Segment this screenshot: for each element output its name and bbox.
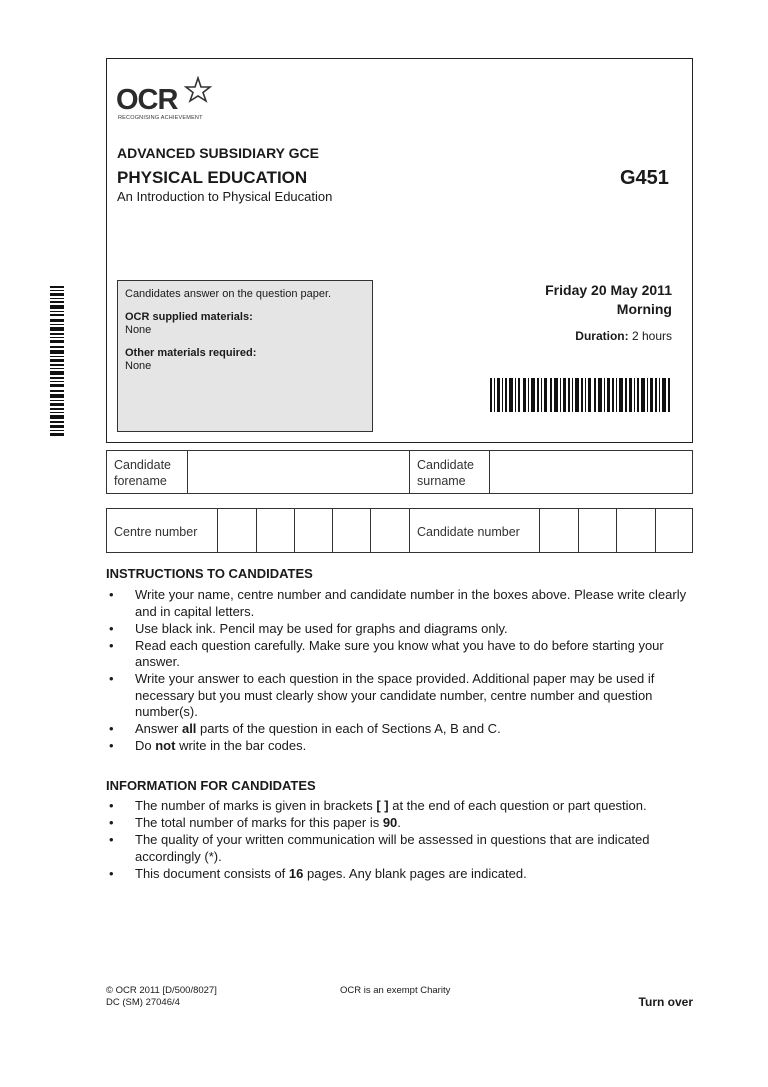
list-item-emphasis: 90 xyxy=(382,815,398,830)
forename-label xyxy=(114,457,171,489)
list-item-text: parts of the question in each of Sections A, B and C. xyxy=(196,721,501,736)
exam-duration xyxy=(575,329,672,343)
candidate-number-label: Candidate number xyxy=(417,525,520,539)
list-item xyxy=(106,815,696,832)
list-item-text: at the end of each question or part question. xyxy=(388,798,647,813)
footer-reference xyxy=(106,985,217,1009)
centre-digit-box[interactable] xyxy=(294,509,332,552)
centre-number-label: Centre number xyxy=(114,525,198,539)
supplied-materials-value: None xyxy=(125,324,152,336)
side-barcode-icon xyxy=(40,286,64,436)
exam-date: Friday 20 May 2011 xyxy=(545,282,672,298)
charity-note: OCR is an exempt Charity xyxy=(340,985,451,996)
forename-label-line2: forename xyxy=(114,474,167,488)
forename-input-box[interactable] xyxy=(187,451,415,493)
list-item-text: Answer xyxy=(135,721,182,736)
copyright-text: © OCR 2011 [D/500/8027] xyxy=(106,985,217,996)
paper-title: An Introduction to Physical Education xyxy=(117,189,333,204)
exam-session: Morning xyxy=(616,301,672,317)
document-ref: DC (SM) 27046/4 xyxy=(106,997,180,1008)
list-item xyxy=(106,798,696,815)
centre-digit-box[interactable] xyxy=(332,509,370,552)
star-icon xyxy=(184,76,212,104)
candidate-name-row xyxy=(106,450,693,494)
centre-digit-box[interactable] xyxy=(370,509,409,552)
list-item-emphasis: not xyxy=(155,738,176,753)
qualification-level: ADVANCED SUBSIDIARY GCE xyxy=(117,145,319,161)
list-item: • The quality of your written communication will be assessed in questions that are indicated accordingly (*). xyxy=(106,832,696,865)
surname-input-box[interactable] xyxy=(489,451,694,493)
list-item xyxy=(106,866,696,883)
supplied-materials-label: OCR supplied materials: xyxy=(125,311,253,323)
logo-wordmark: OCR xyxy=(116,84,178,116)
other-materials-value: None xyxy=(125,360,152,372)
logo-tagline: RECOGNISING ACHIEVEMENT xyxy=(118,115,203,121)
list-item xyxy=(106,721,696,738)
list-item: • Use black ink. Pencil may be used for graphs and diagrams only. xyxy=(106,621,696,638)
list-item-text: Do xyxy=(135,738,156,753)
forename-label-line1: Candidate xyxy=(114,458,171,472)
candidate-digit-box[interactable] xyxy=(578,509,616,552)
barcode-icon xyxy=(490,378,670,422)
list-item-text: The total number of marks for this paper is xyxy=(135,815,383,830)
list-item-emphasis: [ ] xyxy=(376,798,389,813)
candidate-digit-box[interactable] xyxy=(616,509,655,552)
turn-over-label: Turn over xyxy=(638,995,693,1009)
list-item-text: . xyxy=(397,815,401,830)
information-heading: INFORMATION FOR CANDIDATES xyxy=(106,778,316,793)
instructions-heading: INSTRUCTIONS TO CANDIDATES xyxy=(106,566,313,581)
duration-label: Duration: xyxy=(575,329,629,343)
centre-digit-box[interactable] xyxy=(256,509,294,552)
centre-digit-box[interactable] xyxy=(217,509,256,552)
materials-note: Candidates answer on the question paper. xyxy=(125,288,332,300)
list-item: • Write your name, centre number and candidate number in the boxes above. Please write clearly and in capital letters. xyxy=(106,587,696,620)
paper-code: G451 xyxy=(620,167,669,189)
surname-label-line1: Candidate xyxy=(417,458,474,472)
list-item xyxy=(106,738,696,755)
surname-label xyxy=(417,457,474,489)
list-item: • Read each question carefully. Make sure you know what you have to do before starting your answer. xyxy=(106,638,696,671)
other-materials-label: Other materials required: xyxy=(125,347,257,359)
surname-label-line2: surname xyxy=(417,474,466,488)
candidate-number-row xyxy=(106,508,693,553)
list-item-text: This document consists of xyxy=(135,865,289,881)
list-item-text: write in the bar codes. xyxy=(175,738,307,753)
materials-box xyxy=(117,280,373,432)
candidate-number-label-cell xyxy=(409,509,539,552)
list-item-emphasis: 16 xyxy=(288,865,304,881)
list-item: • Write your answer to each question in the space provided. Additional paper may be used if necessary but you must clearly show your candidate number, centre number and question number(s). xyxy=(106,671,696,721)
list-item-emphasis: all xyxy=(181,721,197,736)
subject-title: PHYSICAL EDUCATION xyxy=(117,168,308,187)
list-item-text: pages. Any blank pages are indicated. xyxy=(303,865,527,881)
information-list xyxy=(106,798,696,882)
ocr-logo xyxy=(116,76,226,126)
candidate-digit-box[interactable] xyxy=(655,509,694,552)
list-item-text: The number of marks is given in brackets xyxy=(135,798,377,813)
duration-value: 2 hours xyxy=(631,329,672,343)
surname-label-cell xyxy=(409,451,489,493)
candidate-digit-box[interactable] xyxy=(539,509,578,552)
instructions-list xyxy=(106,587,696,755)
